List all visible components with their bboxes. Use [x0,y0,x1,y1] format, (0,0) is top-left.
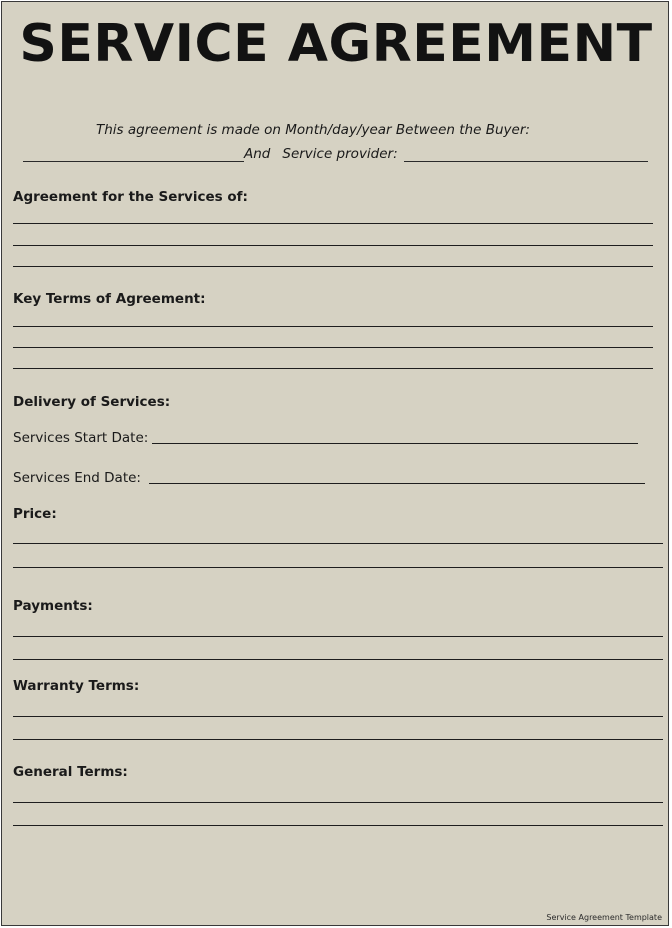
general-line[interactable] [13,825,663,826]
services-of-heading: Agreement for the Services of: [13,189,248,205]
services-of-line[interactable] [13,245,653,246]
general-heading: General Terms: [13,764,128,780]
service-provider-field[interactable] [404,147,648,162]
parties-row [23,146,648,162]
price-heading: Price: [13,506,57,522]
start-date-row [13,430,638,446]
key-terms-line[interactable] [13,368,653,369]
end-date-label: Services End Date: [13,470,141,486]
price-line[interactable] [13,567,663,568]
start-date-field[interactable] [152,443,638,444]
delivery-heading: Delivery of Services: [13,394,171,410]
key-terms-line[interactable] [13,326,653,327]
warranty-heading: Warranty Terms: [13,678,140,694]
start-date-label: Services Start Date: [13,430,149,446]
footer-caption: Service Agreement Template [546,913,662,922]
warranty-line[interactable] [13,716,663,717]
buyer-name-field[interactable] [23,147,244,162]
document-title: SERVICE AGREEMENT [19,14,653,74]
agreement-page [1,1,669,926]
general-line[interactable] [13,802,663,803]
services-of-line[interactable] [13,266,653,267]
services-of-line[interactable] [13,223,653,224]
price-line[interactable] [13,543,663,544]
warranty-line[interactable] [13,739,663,740]
payments-heading: Payments: [13,598,93,614]
service-provider-label: Service provider: [282,146,398,162]
end-date-field[interactable] [149,483,645,484]
and-label: And [244,146,271,162]
intro-text: This agreement is made on Month/day/year Between the Buyer: [96,122,530,138]
end-date-row [13,470,645,486]
key-terms-heading: Key Terms of Agreement: [13,291,206,307]
payments-line[interactable] [13,636,663,637]
payments-line[interactable] [13,659,663,660]
key-terms-line[interactable] [13,347,653,348]
